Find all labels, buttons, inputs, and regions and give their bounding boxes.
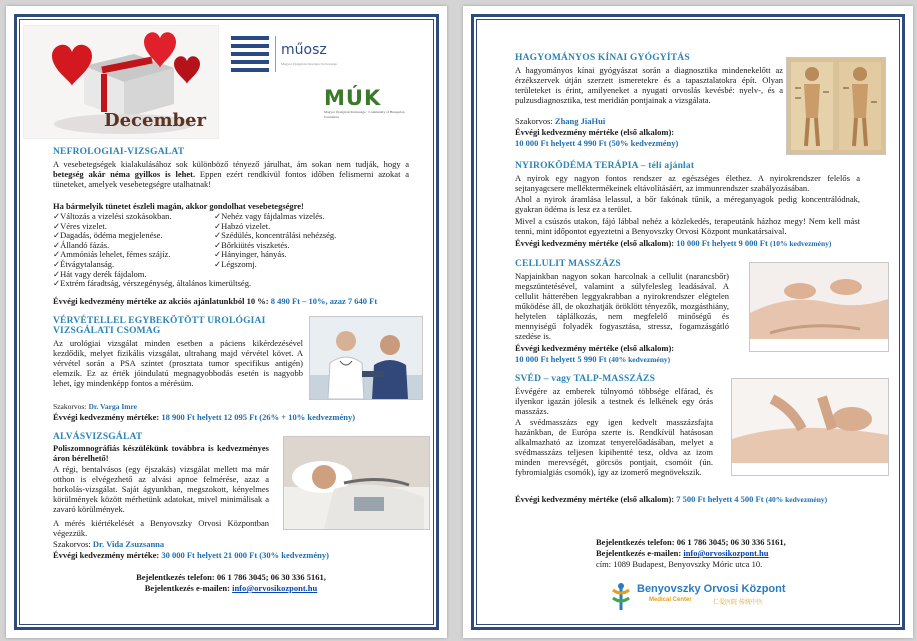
- contact-email-line: [46, 583, 416, 594]
- uro-discount-label: Évvégi kedvezmény mértéke:: [53, 412, 160, 422]
- banner-title: December: [104, 110, 207, 131]
- sleep-text1: A régi, bentalvásos (egy éjszakás) vizsgálat mellett ma már otthon is elvégezhető az alvási apnoe felmérése, azaz a horkolás-vizsgálat. Saját ágyunkban, megszokott, kényelmes körülmények között mérhetünk adatokat, mivel minimálisak a zavaró körülmények.: [53, 464, 269, 514]
- uro-photo: [309, 316, 423, 400]
- lymph-title: NYIROKÖDÉMA TERÁPIA – téli ajánlat: [515, 161, 695, 171]
- sleep-doctor-label: Szakorvos:: [53, 539, 91, 549]
- tcm-discount-value: 10 000 Ft helyett 4 990 Ft (50% kedvezmény): [515, 138, 679, 148]
- uro-doctor: [53, 401, 137, 412]
- lymph-discount: [515, 238, 831, 249]
- lymph-text3: Mivel a csúszós utakon, fájó lábbal nehéz a közlekedés, terapeutánk házhoz megy! Nem kell mást tenni, mint időpontot egyeztetni a Benyovszky Orvosi Központ munkatársaival.: [515, 216, 860, 236]
- muosz-logo-icon: [231, 34, 271, 74]
- contact-phone-label: Bejelentkezés telefon:: [136, 572, 215, 582]
- symptom-item: ✓ Nehéz vagy fájdalmas vizelés.: [214, 212, 336, 222]
- nephro-discount: [53, 296, 423, 306]
- symptom-item: ✓ Étvágytalanság.: [53, 260, 251, 270]
- uro-doctor-name: Dr. Varga Imre: [88, 402, 138, 411]
- contact-email-label-right: Bejelentkezés e-mailen:: [596, 548, 682, 558]
- sleep-text2: A mérés kiértékelését a Benyovszky Orvosi Központban végezzük.: [53, 518, 269, 538]
- symptoms-list-right: [214, 212, 336, 270]
- contact-phone: 06 1 786 3045; 06 30 336 5161,: [216, 572, 326, 582]
- cellulite-discount: [515, 354, 670, 365]
- contact-block-right: [596, 537, 786, 570]
- sleep-discount: [53, 550, 329, 560]
- symptom-item: ✓ Habzó vizelet.: [214, 222, 336, 232]
- lymph-discount-value: 10 000 Ft helyett 9 000 Ft: [676, 238, 768, 248]
- contact-email-label: Bejelentkezés e-mailen:: [144, 583, 230, 593]
- tcm-doctor: [515, 116, 605, 126]
- lymph-discount-note: (10% kedvezmény): [769, 239, 832, 248]
- benyovszky-logo-name: Benyovszky Orvosi Központ: [637, 583, 786, 595]
- muosz-logo-subtext: Magyar Újságírók Országos Szövetsége: [281, 62, 338, 66]
- nephro-discount-value: 8 490 Ft – 10%, azaz 7 640 Ft: [270, 296, 378, 306]
- swedish-discount: [515, 494, 827, 505]
- swedish-photo: [731, 378, 889, 476]
- tcm-photo: [786, 57, 886, 155]
- cellulite-discount-label: Évvégi kedvezmény mértéke (első alkalom):: [515, 343, 675, 353]
- symptom-item: ✓ Állandó fázás.: [53, 241, 251, 251]
- cellulite-discount-value: 10 000 Ft helyett 5 990 Ft: [515, 354, 607, 364]
- symptom-item: ✓ Extrém fáradtság, vérszegénység, általános kimerültség.: [53, 279, 251, 289]
- symptom-item: ✓ Hát vagy derék fájdalom.: [53, 270, 251, 280]
- sleep-doctor-name: Dr. Vida Zsuzsanna: [92, 539, 165, 549]
- contact-address-line: [596, 559, 786, 570]
- page-left: [6, 6, 447, 638]
- muosz-logo: [231, 32, 351, 76]
- uro-title-1: VÉRVÉTELLEL EGYBEKÖTÖTT UROLÓGIAI: [53, 316, 266, 326]
- symptom-item: ✓ Szédülés, koncentrálási nehézség.: [214, 231, 336, 241]
- nephro-intro-c: Eppen ezért rendkívül fontos időben felismerni azokat a tüneteket, amelyek vesebetegségre utalhatnak!: [53, 169, 409, 189]
- lymph-discount-label: Évvégi kedvezmény mértéke (első alkalom):: [515, 238, 675, 248]
- nephro-question: Ha bármelyik tünetet észleli magán, akkor gondolhat vesebetegségre!: [53, 201, 304, 211]
- cellulite-photo: [749, 262, 889, 352]
- tcm-discount-label: Évvégi kedvezmény mértéke (első alkalom):: [515, 127, 675, 137]
- nephro-intro: [53, 159, 409, 189]
- symptom-item: ✓ Ammóniás lehelet, fémes szájíz.: [53, 250, 251, 260]
- swedish-discount-note: (40% kedvezmény): [765, 495, 828, 504]
- contact-phone-right: 06 1 786 3045; 06 30 336 5161,: [676, 537, 786, 547]
- sleep-photo: [283, 436, 430, 530]
- contact-block: [46, 572, 416, 594]
- uro-discount: [53, 412, 355, 422]
- muk-logo: [324, 86, 416, 130]
- doctor-patient-image: [310, 317, 422, 399]
- cellulite-discount-note: (40% kedvezmény): [608, 355, 671, 364]
- uro-title-2: VIZSGÁLATI CSOMAG: [53, 326, 161, 336]
- symptom-item: ✓ Dagadás, ödéma megjelenése.: [53, 231, 251, 241]
- sleep-title: ALVÁSVIZSGÁLAT: [53, 432, 143, 442]
- symptom-item: ✓ Hányinger, hányás.: [214, 250, 336, 260]
- muk-logo-subtext: Magyar Újságírók Közössége · Community of Hungarian Journalists: [324, 110, 405, 119]
- contact-email-line-right: [596, 548, 786, 559]
- uro-discount-value: 18 900 Ft helyett 12 095 Ft (26% + 10% kedvezmény): [161, 412, 356, 422]
- uro-text: Az urológiai vizsgálat minden esetben a páciens kikérdezésével kezdődik, melyet fizikális vizsgálat, ultrahang majd vérvétel követ. A vérvétel során a PSA szintet (prosztata tumor specifikus antigén) elemzik. Ez az érték jóindulatú megnagyobbodás esetén is nagyobb lehet, így mindenképp fontos a mérésüm.: [53, 338, 303, 388]
- address-value: 1089 Budapest, Benyovszky Móric utca 10.: [613, 559, 763, 569]
- page-right: [463, 6, 913, 638]
- symptom-item: ✓ Bőrkiütés viszketés.: [214, 241, 336, 251]
- lymph-text1: A nyirok egy nagyon fontos rendszer az egészséges élethez. A nyirokrendszer felelős a sejtanyagcsere melléktermékeinek eltávolításáért, az immunrendszer szabályozásában.: [515, 173, 860, 193]
- contact-email-link-right[interactable]: info@orvosikozpont.hu: [683, 548, 769, 558]
- acupuncture-chart-image: [787, 58, 885, 154]
- swedish-title: SVÉD – vagy TALP-MASSZÁZS: [515, 374, 656, 384]
- december-banner: [23, 25, 219, 139]
- sleep-lead: Poliszomnográfiás készülékünk továbbra is kedvezményes áron bérelhető!: [53, 443, 269, 463]
- swedish-text2: A svédmasszázs egy igen kedvelt masszázsfajta hazánkban, de Európa szerte is. Rendkívül hatásosan alkalmazható az izomzat tenyerelőadásában, melyet a svédmasszázs teljesen kipihentté tesz, oldva az izom minden merevségét, görcsös pontjait, csomóit (ún. fybromialgiás csomók), így az izomerő megnövekszik.: [515, 417, 713, 477]
- back-massage-image: [732, 379, 888, 475]
- tcm-text: A hagyományos kínai gyógyászat során a diagnosztika mindenekelőtt az érzékszervek útján szerzett ismeretekre és a tapasztalatokra épít. Olyan területeket is érint, amilyeneket a nyugati orvoslás kevésbé: nyelv-, és a pulzusdiagnosztika, test meridián pontjainak a vizsgálata.: [515, 65, 783, 105]
- symptom-item: ✓ Változás a vizelési szokásokban.: [53, 212, 251, 222]
- benyovszky-logo-sub: Medical Center: [649, 597, 692, 603]
- nephro-title: NEFROLOGIAI-VIZSGALAT: [53, 147, 185, 157]
- benyovszky-logo: [609, 580, 819, 614]
- nephro-intro-b: betegség akár néma gyilkos is lehet.: [53, 169, 196, 179]
- nephro-intro-a: A vesebetegségek kialakulásához sok különböző tényező járulhat, ám sokan nem tudják, hogy a: [53, 159, 409, 169]
- contact-phone-line-right: [596, 537, 786, 548]
- address-label: cím:: [596, 559, 612, 569]
- sleep-discount-value: 30 000 Ft helyett 21 000 Ft (30% kedvezmény): [161, 550, 329, 560]
- sleeping-man-image: [284, 437, 429, 529]
- uro-doctor-label: Szakorvos:: [53, 402, 87, 411]
- muosz-logo-text: műosz: [281, 42, 327, 58]
- nephro-discount-label: Évvégi kedvezmény mértéke az akciós ajánlatunkból 10 %:: [53, 296, 269, 306]
- tcm-doctor-name: Zhang JiaHui: [554, 116, 606, 126]
- benyovszky-logo-cn: 仁爱医院 传统中医: [713, 599, 763, 606]
- muk-logo-text: MÚK: [324, 86, 382, 110]
- tcm-doctor-label: Szakorvos:: [515, 116, 553, 126]
- benyovszky-logo-icon: [609, 582, 633, 612]
- symptom-item: ✓ Véres vizelet.: [53, 222, 251, 232]
- lymph-text2: Ahol a nyirok áramlása lelassul, a bőr fakónak tűnik, a méreganyagok pedig koncentrálódnak, gyakran ödéma is lesz ez a terület.: [515, 194, 860, 214]
- contact-phone-label-right: Bejelentkezés telefon:: [596, 537, 675, 547]
- sleep-discount-label: Évvégi kedvezmény mértéke:: [53, 550, 160, 560]
- tcm-title: HAGYOMÁNYOS KÍNAI GYÓGYÍTÁS: [515, 53, 690, 63]
- contact-email-link[interactable]: info@orvosikozpont.hu: [232, 583, 318, 593]
- sleep-doctor: [53, 539, 164, 549]
- swedish-text1: Évvégére az emberek túlnyomó többsége elfárad, és ilyenkor igazán jólesik a testnek és lelkének egy órás masszázs.: [515, 386, 713, 416]
- cellulite-text: Napjainkban nagyon sokan harcolnak a cellulit (narancsbőr) megszüntetésével, valamint a súlyfelesleg leadásával. A cellulit hátterében leggyakrabban a nyirokrendszer elégtelen működése áll, de okozhatják öröklött tényezők, mozgásthiány, helytelen táplálkozás, nem megfelelő minőségű és mennyiségű folyadék fogyasztása, stressz, fogamzásgátló szedése is.: [515, 271, 729, 341]
- symptom-item: ✓ Légszomj.: [214, 260, 336, 270]
- cellulite-title: CELLULIT MASSZÁZS: [515, 259, 621, 269]
- cellulite-massage-image: [750, 263, 888, 351]
- contact-phone-line: [46, 572, 416, 583]
- swedish-discount-value: 7 500 Ft helyett 4 500 Ft: [676, 494, 764, 504]
- swedish-discount-label: Évvégi kedvezmény mértéke (első alkalom):: [515, 494, 675, 504]
